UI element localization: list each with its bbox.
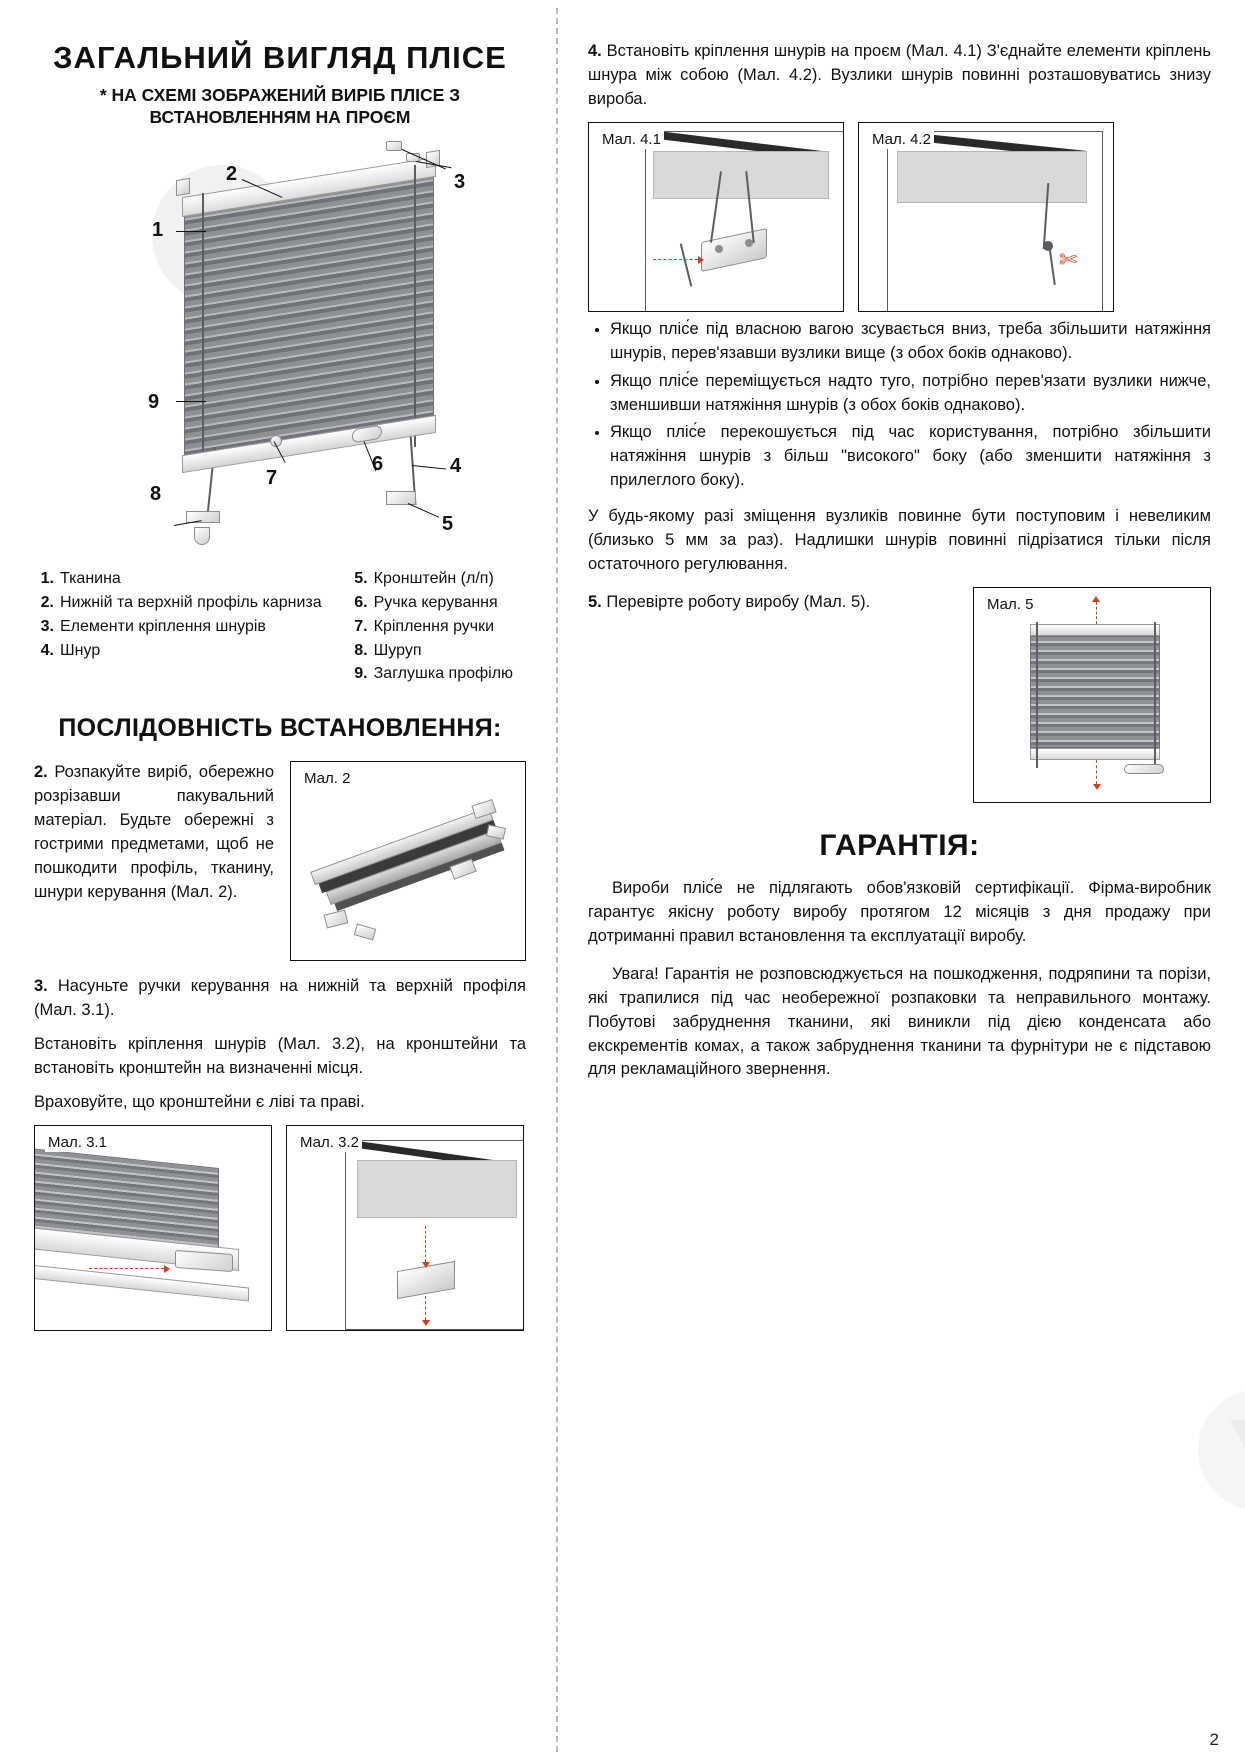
left-column bbox=[0, 0, 556, 1760]
list-item bbox=[34, 617, 322, 638]
figure-4-2-caption: Мал. 4.2 bbox=[869, 130, 934, 149]
figure-2-caption: Мал. 2 bbox=[301, 769, 353, 788]
step-3-number: 3. bbox=[34, 977, 48, 996]
figure-3-1-caption: Мал. 3.1 bbox=[45, 1133, 110, 1152]
figure-4-1-caption: Мал. 4.1 bbox=[599, 130, 664, 149]
legend-index: 1. bbox=[40, 570, 54, 588]
screw-left bbox=[194, 527, 210, 545]
figure-3-2 bbox=[286, 1125, 524, 1331]
legend-label: Елементи кріплення шнурів bbox=[60, 617, 266, 635]
legend-index: 8. bbox=[354, 641, 368, 659]
figures-3-row bbox=[34, 1125, 526, 1331]
top-rail bbox=[1030, 624, 1160, 636]
cord-left bbox=[1036, 622, 1038, 768]
control-cord-right bbox=[414, 165, 416, 447]
pleated-fabric bbox=[184, 173, 434, 463]
list-item bbox=[348, 569, 513, 590]
movement-arrow-up bbox=[1096, 602, 1097, 624]
step-4-paragraph bbox=[588, 40, 1211, 112]
main-product-diagram bbox=[34, 135, 526, 565]
callout-7: 7 bbox=[266, 467, 278, 490]
legend-index: 2. bbox=[40, 593, 54, 611]
warranty-heading: ГАРАНТІЯ: bbox=[819, 828, 980, 862]
pleated-fabric bbox=[1030, 636, 1160, 748]
page-title: ЗАГАЛЬНИЙ ВИГЛЯД ПЛІСЕ bbox=[53, 40, 507, 75]
legend-index: 4. bbox=[40, 641, 54, 659]
figure-3-1 bbox=[34, 1125, 272, 1331]
callout-3: 3 bbox=[454, 171, 466, 194]
step-2-row bbox=[34, 761, 526, 961]
step-3-paragraph-2: Встановіть кріплення шнурів (Мал. 3.2), на кронштейни та встановіть кронштейн на визначенні місця. bbox=[34, 1034, 526, 1077]
adjustment-bullets bbox=[588, 318, 1211, 493]
right-column bbox=[558, 0, 1245, 1760]
warranty-paragraph-2: Увага! Гарантія не розповсюджується на пошкодження, подряпини та порізи, які трапилися під час необережної розпаковки та неправильного монтажу. Побутові забруднення тканини, які виникли під дією конденсата або екскрементів комах, а також забруднення тканини та фурнітури не є підставою для рекламаційного звернення. bbox=[588, 964, 1211, 1079]
callout-2: 2 bbox=[226, 163, 238, 186]
callout-4: 4 bbox=[450, 455, 462, 478]
step-2-text-block bbox=[34, 761, 274, 915]
legend-index: 6. bbox=[354, 593, 368, 611]
cord-right bbox=[1154, 622, 1156, 768]
step-3-block bbox=[34, 975, 526, 1115]
figure-5 bbox=[973, 587, 1211, 803]
legend-label: Шнур bbox=[60, 641, 101, 659]
assembly-arrow bbox=[89, 1268, 169, 1269]
legend-label: Кріплення ручки bbox=[373, 617, 495, 635]
legend-label: Ручка керування bbox=[373, 593, 498, 611]
leader-line-1 bbox=[176, 231, 206, 232]
figure-4-1 bbox=[588, 122, 844, 312]
bracket-right bbox=[386, 491, 416, 505]
page-number: 2 bbox=[1209, 1730, 1219, 1749]
figures-4-row bbox=[588, 122, 1211, 312]
watermark-logo-secondary bbox=[1198, 1390, 1245, 1510]
handle-closeup bbox=[175, 1250, 233, 1272]
step-2-body: Розпакуйте виріб, обережно розрізавши пакувальний матеріал. Будьте обережні з гострими предметами, щоб не пошкодити профіль, тканину, шнури керування (Мал. 2). bbox=[34, 763, 274, 901]
step-2-number: 2. bbox=[34, 763, 48, 782]
window-sash bbox=[357, 1160, 517, 1218]
install-arrow bbox=[425, 1226, 426, 1262]
installation-sequence-heading: ПОСЛІДОВНІСТЬ ВСТАНОВЛЕННЯ: bbox=[58, 714, 502, 743]
legend-index: 3. bbox=[40, 617, 54, 635]
callout-1: 1 bbox=[152, 219, 164, 242]
handle bbox=[1124, 764, 1164, 774]
step-4-body: Встановіть кріплення шнурів на проєм (Мал. 4.1) З'єднайте елементи кріплень шнура між собою (Мал. 4.2). Вузлики шнурів повинні розташовуватись знизу вироба. bbox=[588, 42, 1211, 108]
list-item bbox=[34, 569, 322, 590]
step-2-paragraph bbox=[34, 761, 274, 905]
step-4-number: 4. bbox=[588, 42, 602, 60]
bottom-rail bbox=[1030, 748, 1160, 760]
leader-line-4 bbox=[412, 465, 446, 470]
step-3-paragraph-3: Враховуйте, що кронштейни є ліві та праві. bbox=[34, 1092, 365, 1111]
list-item: • Якщо пліс́е переміщується надто туго, потрібно перев'язати вузлики нижче, зменшивши натяжіння шнурів (з обох боків однаково). bbox=[610, 370, 1211, 418]
legend-label: Кронштейн (л/п) bbox=[373, 570, 494, 588]
legend-column-2 bbox=[348, 569, 513, 688]
callout-9: 9 bbox=[148, 391, 160, 414]
step-5-text-block bbox=[588, 587, 957, 615]
window-sash bbox=[897, 151, 1087, 203]
step-3-paragraph bbox=[34, 975, 526, 1023]
leader-line-9 bbox=[176, 401, 206, 402]
legend-label: Тканина bbox=[60, 570, 121, 588]
legend-label: Нижній та верхній профіль карниза bbox=[60, 593, 322, 611]
install-arrow-2 bbox=[425, 1296, 426, 1320]
list-item bbox=[34, 641, 322, 662]
list-item: • Якщо пліс́е перекошується під час користування, потрібно збільшити натяжіння шнурів з більш "високого" боку (або зменшити натяжіння з прилеглого боку). bbox=[610, 421, 1211, 493]
figure-2 bbox=[290, 761, 526, 961]
legend-column-1 bbox=[34, 569, 322, 688]
legend-index: 9. bbox=[354, 665, 368, 683]
leader-line-5 bbox=[408, 503, 439, 518]
legend-label: Шуруп bbox=[373, 641, 422, 659]
list-item bbox=[348, 641, 513, 662]
step-5-body: Перевірте роботу виробу (Мал. 5). bbox=[606, 592, 871, 611]
window-sash bbox=[653, 151, 829, 199]
list-item bbox=[348, 664, 513, 685]
figure-4-2 bbox=[858, 122, 1114, 312]
control-cord-left bbox=[202, 193, 204, 453]
callout-5: 5 bbox=[442, 513, 454, 536]
step-5-row bbox=[588, 587, 1211, 803]
callout-8: 8 bbox=[150, 483, 162, 506]
list-item: • Якщо пліс́е під власною вагою зсувається вниз, треба збільшити натяжіння шнурів, перев'язавши вузлики вище (з обох боків однаково). bbox=[610, 318, 1211, 366]
legend-index: 7. bbox=[354, 617, 368, 635]
fastener-hole-left bbox=[715, 245, 723, 253]
list-item bbox=[34, 593, 322, 614]
legend bbox=[34, 569, 526, 688]
list-item bbox=[348, 593, 513, 614]
cord-fastener-a bbox=[386, 141, 402, 151]
page-subtitle: * НА СХЕМІ ЗОБРАЖЕНИЙ ВИРІБ ПЛІСЕ З ВСТАНОВЛЕННЯМ НА ПРОЄМ bbox=[99, 84, 461, 128]
figure-5-caption: Мал. 5 bbox=[984, 595, 1036, 614]
list-item bbox=[348, 617, 513, 638]
callout-6: 6 bbox=[372, 453, 384, 476]
legend-index: 5. bbox=[354, 570, 368, 588]
adjustment-note: У будь-якому разі зміщення вузликів повинне бути поступовим і невеликим (близько 5 мм за раз). Надлишки шнурів повинні підрізатися тільки після остаточного регулювання. bbox=[588, 507, 1211, 574]
step-3-body: Насуньте ручки керування на нижній та верхній профіля (Мал. 3.1). bbox=[34, 977, 526, 1020]
legend-label: Заглушка профілю bbox=[373, 665, 514, 683]
warranty-paragraph-1: Вироби пліс́е не підлягають обов'язковій сертифікації. Фірма-виробник гарантує якісну роботу виробу протягом 12 місяців з дня продажу при дотриманні правил встановлення та експлуатації виробу. bbox=[588, 878, 1211, 945]
profile-end-cap-left bbox=[176, 178, 190, 196]
direction-arrow bbox=[653, 259, 703, 260]
figure-3-2-caption: Мал. 3.2 bbox=[297, 1133, 362, 1152]
step-5-number: 5. bbox=[588, 592, 602, 611]
scissors-icon: ✄ bbox=[1059, 246, 1078, 272]
movement-arrow-down bbox=[1096, 760, 1097, 784]
